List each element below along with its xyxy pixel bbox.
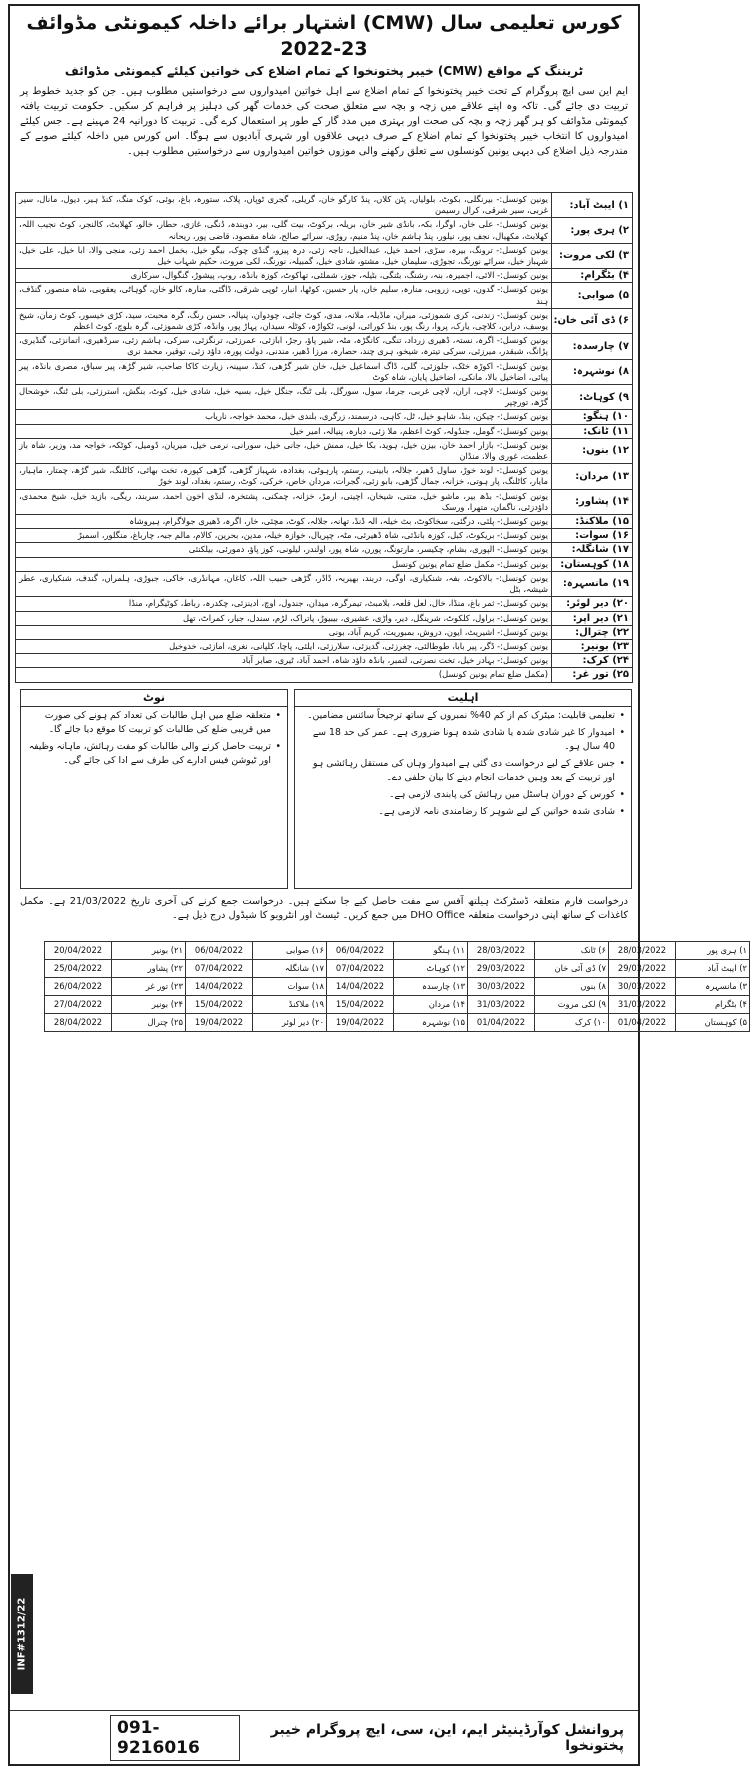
notes-box	[20, 689, 288, 889]
schedule-district: ۶) ٹانک	[535, 941, 609, 959]
district-name: ۱۸) کوہستان:	[552, 557, 633, 571]
district-union-councils: (مکمل ضلع تمام یونین کونسل)	[16, 668, 552, 682]
district-union-councils: یونین کونسل:- پلئی، درگئی، سخاکوٹ، بٹ خیلہ، الہ ڈنڈ، تھانہ، جلالہ، کوٹ، مچئی، خار، اگرہ، ڈھیری جولاگرام، ہیروشاہ	[16, 515, 552, 529]
schedule-date: 26/04/2022	[45, 977, 112, 995]
schedule-date: 14/04/2022	[186, 977, 253, 995]
district-name: ۱۴) پشاور:	[552, 489, 633, 514]
schedule-date: 28/03/2022	[609, 941, 676, 959]
district-union-councils: یونین کونسل:- براول، کلکوٹ، شرینگل، دیر، واڑی، عشیری، بیبیوڑ، پاتراک، لڑم، سندل، جبار، کمراٹ، تھل	[16, 611, 552, 625]
eligibility-item: • شادی شدہ خواتین کے لیے شوہر کا رضامندی نامہ لازمی ہے۔	[301, 805, 615, 819]
district-name: ۶) ڈی آئی خان:	[552, 308, 633, 333]
schedule-date: 01/04/2022	[609, 1013, 676, 1031]
district-row	[16, 529, 633, 543]
reference-code: INF#1312/22	[16, 1597, 28, 1671]
schedule-date: 27/04/2022	[45, 995, 112, 1013]
page-subtitle: خیبر پختونخوا کے تمام اضلاع کی خواتین کیلئے کیمونٹی مڈوائف (CMW) ٹریننگ کے مواقع	[64, 64, 584, 78]
schedule-district: ۲۰) دیر لوئر	[253, 1013, 327, 1031]
district-row	[16, 218, 633, 243]
schedule-district: ۴) بٹگرام	[676, 995, 750, 1013]
district-row	[16, 654, 633, 668]
district-row	[16, 438, 633, 463]
district-row	[16, 611, 633, 625]
district-union-councils: یونین کونسل:- گومل، جنڈولہ، کوٹ اعظم، ملا زئی، دبارہ، پنیالہ، امیر خیل	[16, 424, 552, 438]
schedule-district: ۱) ہری پور	[676, 941, 750, 959]
district-row	[16, 269, 633, 283]
schedule-table-body	[45, 941, 750, 1031]
district-row	[16, 571, 633, 596]
district-union-councils: یونین کونسل:- چیکن، بنڈ، شاہو خیل، ٹل، کاہی، درسمند، زرگری، بلندی خیل، محمد خواجہ، ناریاب	[16, 410, 552, 424]
district-row	[16, 639, 633, 653]
district-union-councils: یونین کونسل:- بازار احمد خان، بیزن خیل، ہوید، بکا خیل، ممش خیل، جانی خیل، سورانی، نرمی خیل، میریان، ڈومیل، کوٹکہ، خواجہ مد، وزیر، شاہ باز عظمت، غوری والا، منڈان	[16, 438, 552, 463]
contact-phone: 091-9216016	[110, 1715, 240, 1761]
district-union-councils: یونین کونسل:- علی خان، اوگرا، بکہ، بانڈی شیر خان، بریلہ، برکوٹ، بیت گلی، بیر، دوبندہ، ڈنگی، غازی، حطار، خالو، کھلابٹ، کالنجر، کوٹ نجیب اللہ، کھلابٹ، مکھیال، نجف پور، نیلور، پنڈ ہاشم خان، پنڈ منیم، روڑی، سرائے صالح، شاہ مقصود، قاضی پور، ریحانہ	[16, 218, 552, 243]
schedule-date: 28/03/2022	[468, 941, 535, 959]
district-name: ۲۳) بونیر:	[552, 639, 633, 653]
district-union-councils: یونین کونسل:- بریکوٹ، کبل، کوزہ بانڈئی، شاہ ڈھیرئی، مٹہ، چپریال، خوازہ خیلہ، مدین، بحرین، کالام، مالم جبہ، چارباغ، منگلور، اسمبڑ	[16, 529, 552, 543]
district-union-councils: یونین کونسل:- الائی، اجمیرہ، بنہ، رشنگ، بٹنگی، بٹیلہ، جوز، شملئی، تھاکوٹ، کوزہ بانڈہ، روپ، پیشوڑ، گنگوال، سرکاری	[16, 269, 552, 283]
schedule-date: 01/04/2022	[468, 1013, 535, 1031]
district-name: ۲۵) تور غر:	[552, 668, 633, 682]
schedule-district: ۱۰) کرک	[535, 1013, 609, 1031]
advertisement-page	[8, 4, 747, 1766]
schedule-date: 31/03/2022	[468, 995, 535, 1013]
district-union-councils: یونین کونسل:- اکوڑہ خٹک، جلوزئی، گلی، ڈاگ اسماعیل خیل، خان شیر گڑھی، کنڈ، سپینہ، زیارت کاکا صاحب، شیر گڑھ، پیر سباق، مصری بانڈہ، پیر پیائی، اضاخیل بالا، مانکی، اضاخیل پایان، شاہ کوٹ	[16, 359, 552, 384]
schedule-date: 15/04/2022	[327, 995, 394, 1013]
district-row	[16, 385, 633, 410]
schedule-district: ۲۲) پشاور	[112, 959, 186, 977]
district-union-councils: یونین کونسل:- ترونگ، بیرہ، سڑی، احمد خیل، عبدالخیل، تاجہ زئی، درہ پیزو، گنڈی چوک، بیگو خیل، بخمل احمد زئی، منجی والا، ابا خیل، علی خیل، شہباز خیل، سرائے نورنگ، تجوڑی، سلیمان خیل، مشتو، شادی خیل، گمبیلہ، نورنگ، لکی مروت، حکیم شہاب خیل	[16, 243, 552, 268]
schedule-row	[45, 1013, 750, 1031]
eligibility-item: • کورس کے دوران ہاسٹل میں رہائش کی پابندی لازمی ہے۔	[301, 788, 615, 802]
schedule-district: ۱۲) کوہاٹ	[394, 959, 468, 977]
district-name: ۸) نوشہرہ:	[552, 359, 633, 384]
district-row	[16, 283, 633, 308]
schedule-date: 19/04/2022	[327, 1013, 394, 1031]
district-union-councils: یونین کونسل:- گدون، توپی، زروبی، منارہ، سلیم خان، یار حسین، کوٹھا، انبار، ٹوپی شرقی، ڈاگئی، منارہ، کالو خان، گوہاٹی، یعقوبی، شاہ منصور، گنڈف، ہند	[16, 283, 552, 308]
schedule-district: ۱۱) ہنگو	[394, 941, 468, 959]
schedule-date: 29/03/2022	[468, 959, 535, 977]
schedule-date: 19/04/2022	[186, 1013, 253, 1031]
district-row	[16, 543, 633, 557]
schedule-district: ۳) مانسہرہ	[676, 977, 750, 995]
schedule-date: 29/03/2022	[609, 959, 676, 977]
district-name: ۵) صوابی:	[552, 283, 633, 308]
intro-paragraph: ایم این سی ایچ پروگرام کے تحت خیبر پختونخوا کے تمام اضلاع سے اہل خواتین امیدواروں سے درخواستیں مطلوب ہیں۔ جن کو جدید خطوط پر تربیت دی جائے گی۔ تاکہ وہ اپنے علاقے میں زچہ و بچہ سے متعلق صحت کی خدمات گھر کی دہلیز پر فراہم کر سکیں۔ حکومت تربیت یافتہ کیمونٹی مڈوائف کو ہر گھر زچہ و بچہ کی صحت اور بہتری میں مدد گار کے طور پر استعمال کرے گی۔ تربیت کا دورانیہ 24 مہینے ہے۔ جس کیلئے امیدواروں کا انتخاب خیبر پختونخوا کے تمام اضلاع کے صرف دیہی علاقوں اور شہری آبادیوں سے ہوگا۔ اس کورس میں داخلہ کیلئے صوبے کے مندرجہ ذیل اضلاع کی دیہی یونین کونسلوں سے تعلق رکھنے والی موزوں خواتین امیدواروں سے درخواستیں مطلوب ہیں۔	[20, 86, 628, 157]
district-union-councils: یونین کونسل:- زندنی، کری شموزئی، میران، ماڈیلہ، ملانہ، مدی، کوٹ جائی، چودوان، پنیالہ، حسن رنگ، گرہ محبت، سید، کڑی خیسور، کوٹ زمان، شیخ یوسف، درابن، کلاچی، یارک، پروا، رنگ پور، بنڈ کورائی، لونی، ٹکواڑہ، کوٹلہ سیدان، پہاڑ پور، وانڈہ، کڑی شموزئی، گرہ بلوچ، کوٹ اعظم	[16, 308, 552, 333]
notes-list	[21, 707, 287, 773]
district-union-councils: یونین کونسل:- اگرہ، نستہ، ڈھیری زرداد، تنگی، کانگڑہ، مٹہ، شیر پاؤ، رجڑ، ابازئی، عمرزئی، ترنگزئی، سرکی، ہاشم زئی، سرڈھیری، اتمانزئی، گنڈیری، پڑانگ، شبقدر، میرزئی، سرکی تیترہ، شیخو، ہری چند، حصارہ، مرزا ڈھیر، مندنی، دولت پورہ، داؤد زئی، توقیر، محمد نری	[16, 334, 552, 359]
header	[10, 6, 638, 82]
schedule-district: ۱۹) ملاکنڈ	[253, 995, 327, 1013]
eligibility-box	[294, 689, 632, 889]
schedule-date: 30/03/2022	[468, 977, 535, 995]
eligibility-notes-section	[16, 689, 632, 889]
schedule-row	[45, 977, 750, 995]
schedule-row	[45, 959, 750, 977]
district-union-councils: یونین کونسل:- بیرنگلی، بکوٹ، بلولیاں، پٹن کلاں، پنڈ کارگو خان، گریلی، گجری ٹوپاں، پلاک، ستورہ، باغ، بوئی، کوک منگ، کنڈ ہیر، دیول، مانال، سیر غربی، سیر شرقی، کرال رسیمن	[16, 193, 552, 218]
eligibility-list	[295, 707, 631, 824]
district-table-body	[16, 193, 633, 683]
district-union-councils: یونین کونسل:- لاچی، اران، لاچی غربی، جرما، سول، سورگل، بلی ٹنگ، جنگل خیل، بسیہ خیل، شادی خیل، کوٹ، بنگش، استرزئی، بلی ٹنگ، خوشحال گڑھ، تورچپر	[16, 385, 552, 410]
district-name: ۱۹) مانسہرہ:	[552, 571, 633, 596]
district-name: ۴) بٹگرام:	[552, 269, 633, 283]
district-row	[16, 625, 633, 639]
district-name: ۲۴) کرک:	[552, 654, 633, 668]
district-row	[16, 464, 633, 489]
district-name: ۱۱) ٹانک:	[552, 424, 633, 438]
eligibility-heading: اہلیت	[295, 690, 631, 707]
schedule-district: ۱۸) سوات	[253, 977, 327, 995]
schedule-date: 30/03/2022	[609, 977, 676, 995]
district-row	[16, 308, 633, 333]
schedule-district: ۲۳) تور غر	[112, 977, 186, 995]
application-instructions: درخواست فارم متعلقہ ڈسٹرکٹ ہیلتھ آفس سے مفت حاصل کیے جا سکتے ہیں۔ درخواست جمع کرنے کی آخری تاریخ 21/03/2022 ہے۔ مکمل کاغذات کے ساتھ اپنی درخواست متعلقہ DHO Office میں جمع کریں۔ ٹیسٹ اور انٹرویو کا شیڈول درج ذیل ہے۔	[20, 895, 628, 921]
district-row	[16, 359, 633, 384]
district-union-councils: یونین کونسل:- ڈگر، پیر بابا، طوطالئی، چغرزئی، گدیزئی، سلارزئی، ایلئی، پاچا، کلپانی، نغری، امازئی، خدوخیل	[16, 639, 552, 653]
schedule-date: 06/04/2022	[327, 941, 394, 959]
district-name: ۷) چارسدہ:	[552, 334, 633, 359]
schedule-date: 25/04/2022	[45, 959, 112, 977]
district-name: ۲) ہری پور:	[552, 218, 633, 243]
schedule-district: ۲۵) چترال	[112, 1013, 186, 1031]
district-union-councils: یونین کونسل:- ثمر باغ، منڈا، خال، لعل قلعہ، بلامبٹ، تیمرگرہ، میدان، جندول، اوچ، ادینزئی، چکدرہ، رباط، کوٹیگرام، منڈا	[16, 597, 552, 611]
district-row	[16, 668, 633, 682]
schedule-district: ۱۳) چارسدہ	[394, 977, 468, 995]
district-union-councils: یونین کونسل:- بالاکوٹ، بفہ، شنکیاری، اوگی، دربند، بھیربہ، ڈاڈر، گڑھی حبیب اللہ، کاغان، مہانڈری، خاکی، جبوڑی، ہلمراں، گندف، شنکیاری، عطر شیشہ، بٹل	[16, 571, 552, 596]
schedule-district: ۸) بنوں	[535, 977, 609, 995]
district-union-councils: یونین کونسل:- بہادر خیل، تخت نصرتی، لتمبر، بانڈہ داؤد شاہ، احمد آباد، ٹیری، صابر آباد	[16, 654, 552, 668]
reference-code-badge	[11, 1574, 33, 1694]
district-name: ۲۱) دیر اپر:	[552, 611, 633, 625]
district-row	[16, 243, 633, 268]
district-name: ۱۲) بنوں:	[552, 438, 633, 463]
schedule-date: 28/04/2022	[45, 1013, 112, 1031]
district-name: ۱۰) ہنگو:	[552, 410, 633, 424]
district-union-councils: یونین کونسل:- مکمل ضلع تمام یونین کونسل	[16, 557, 552, 571]
district-union-councils: یونین کونسل:- الپوری، بشام، چکیسر، مارتونگ، پورن، شاہ پور، اولندر، لیلونی، کوز پاؤ، دمورئی، بیلکنئی	[16, 543, 552, 557]
district-name: ۱) ایبٹ آباد:	[552, 193, 633, 218]
district-row	[16, 410, 633, 424]
schedule-district: ۵) کوہستان	[676, 1013, 750, 1031]
district-name: ۱۷) شانگلہ:	[552, 543, 633, 557]
schedule-date: 20/04/2022	[45, 941, 112, 959]
schedule-date: 15/04/2022	[186, 995, 253, 1013]
schedule-date: 06/04/2022	[186, 941, 253, 959]
notes-heading: نوٹ	[21, 690, 287, 707]
district-table	[15, 192, 633, 683]
district-row	[16, 597, 633, 611]
district-row	[16, 334, 633, 359]
district-union-councils: یونین کونسل:- اشیریٹ، ایون، دروش، بمبوریت، کریم آباد، بونی	[16, 625, 552, 639]
schedule-row	[45, 995, 750, 1013]
schedule-row	[45, 941, 750, 959]
schedule-district: ۲۱) بونیر	[112, 941, 186, 959]
district-name: ۱۶) سوات:	[552, 529, 633, 543]
schedule-district: ۱۷) شانگلہ	[253, 959, 327, 977]
schedule-district: ۱۵) نوشہرہ	[394, 1013, 468, 1031]
schedule-district: ۱۶) صوابی	[253, 941, 327, 959]
schedule-district: ۱۴) مردان	[394, 995, 468, 1013]
district-row	[16, 424, 633, 438]
eligibility-item: • امیدوار کا غیر شادی شدہ یا شادی شدہ ہونا ضروری ہے۔ عمر کی حد 18 سے 40 سال ہو۔	[301, 726, 615, 754]
district-union-councils: یونین کونسل:- بڈھ بیر، ماشو خیل، متنی، شیخان، اچینی، ارمڑ، خزانہ، چمکنی، پشتخرہ، لنڈی اخون احمد، سربند، ریگی، بازید خیل، شیخ محمدی، داؤدزئی، ناگمان، متھرا، ورسک	[16, 489, 552, 514]
schedule-date: 31/03/2022	[609, 995, 676, 1013]
footer	[10, 1710, 638, 1764]
schedule-date: 07/04/2022	[186, 959, 253, 977]
district-name: ۱۳) مردان:	[552, 464, 633, 489]
note-item: • تربیت حاصل کرنے والی طالبات کو مفت رہائش، ماہانہ وظیفہ اور ٹیوشن فیس ادارے کی طرف سے ادا کی جائے گی۔	[27, 740, 271, 768]
schedule-district: ۲) ایبٹ آباد	[676, 959, 750, 977]
eligibility-item: • تعلیمی قابلیت: میٹرک کم از کم 40% نمبروں کے ساتھ ترجیحاً سائنس مضامین۔	[301, 709, 615, 723]
district-name: ۹) کوہاٹ:	[552, 385, 633, 410]
coordinator-office: پروانشل کوآرڈینیٹر ایم، این، سی، ایچ پروگرام خیبر پختونخوا	[270, 1721, 624, 1754]
district-union-councils: یونین کونسل:- لوند خوڑ، ساول ڈھیر، جلالہ، بابینی، رستم، پارہوٹی، بغدادہ، شہباز گڑھی، گڑھی کپورہ، تخت بھائی، کاٹلنگ، شیر گڑھ، چمتار، ماہیار، مایار، کاٹلنگ، پار ہوتی، خزانہ، جمال گڑھی، بابو زئی، گجرات، مردان خاص، خرکی، کوٹ، رستم، بغداد، لوند خوڑ	[16, 464, 552, 489]
eligibility-item: • جس علاقے کے لیے درخواست دی گئی ہے امیدوار وہاں کی مستقل رہائشی ہو اور تربیت کے بعد وہیں خدمات انجام دینے کا بیان حلفی دے۔	[301, 757, 615, 785]
district-name: ۳) لکی مروت:	[552, 243, 633, 268]
district-row	[16, 515, 633, 529]
note-item: • متعلقہ ضلع میں اہل طالبات کی تعداد کم ہونے کی صورت میں قریبی ضلع کی طالبات کو تربیت کا موقع دیا جائے گا۔	[27, 709, 271, 737]
district-row	[16, 557, 633, 571]
schedule-district: ۹) لکی مروت	[535, 995, 609, 1013]
schedule-district: ۲۴) بونیر	[112, 995, 186, 1013]
district-row	[16, 193, 633, 218]
district-row	[16, 489, 633, 514]
page-title: اشتہار برائے داخلہ کیمونٹی مڈوائف (CMW) کورس تعلیمی سال 23-2022	[26, 12, 622, 60]
schedule-district: ۷) ڈی آئی خان	[535, 959, 609, 977]
district-name: ۱۵) ملاکنڈ:	[552, 515, 633, 529]
district-name: ۲۲) چترال:	[552, 625, 633, 639]
schedule-date: 14/04/2022	[327, 977, 394, 995]
district-name: ۲۰) دیر لوئر:	[552, 597, 633, 611]
schedule-table	[44, 941, 750, 1032]
schedule-date: 07/04/2022	[327, 959, 394, 977]
